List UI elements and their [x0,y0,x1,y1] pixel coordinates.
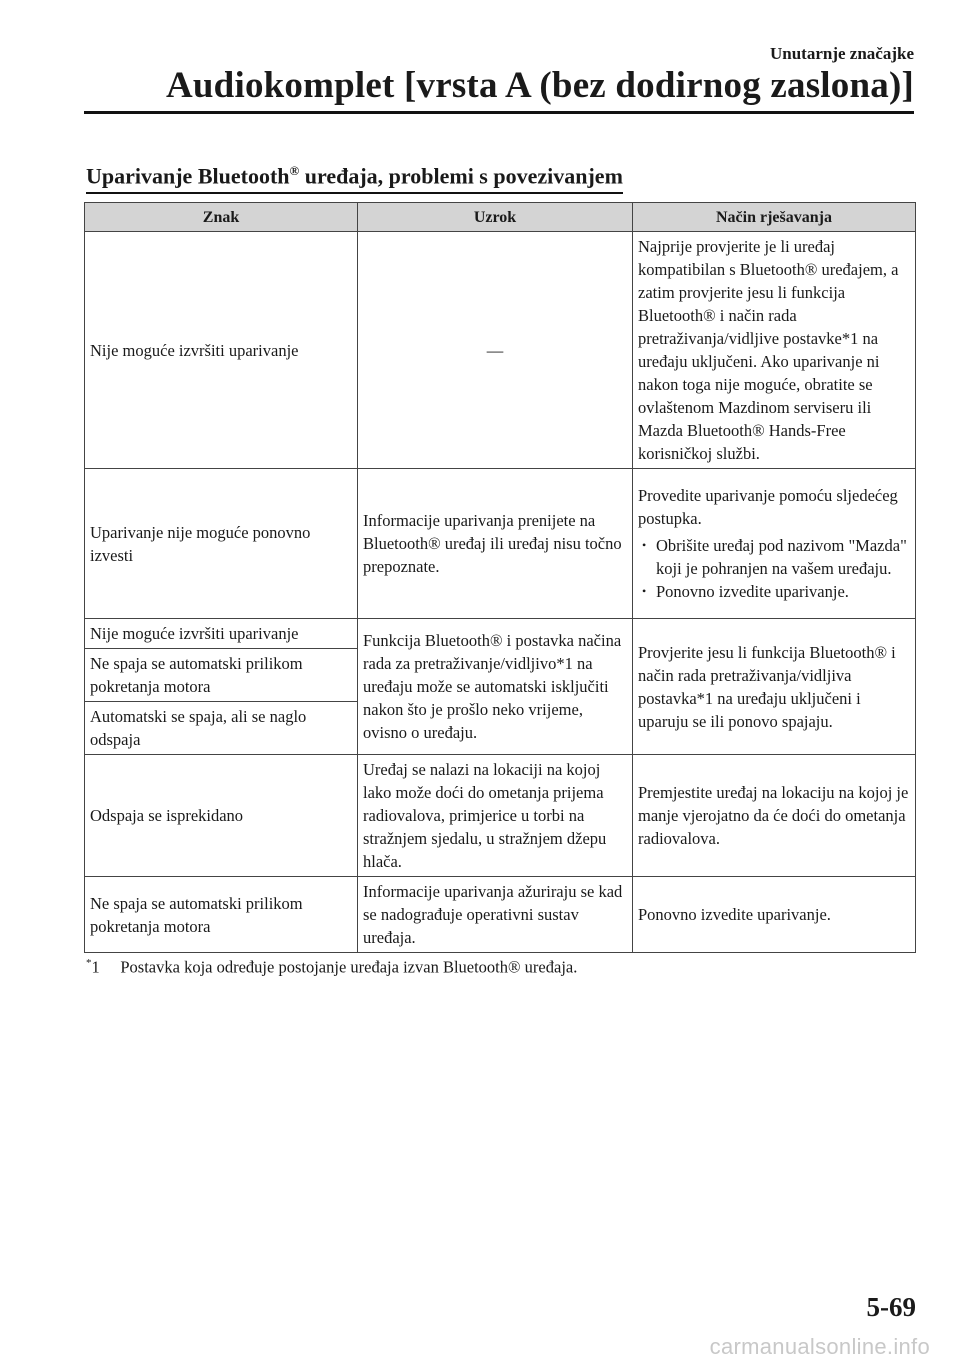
sign-cell: Uparivanje nije moguće ponovno izvesti [85,469,358,619]
section-title-text: Uparivanje Bluetooth [86,163,290,189]
registered-mark: ® [289,163,300,178]
solution-steps [638,534,910,603]
header-cause: Uzrok [358,203,633,232]
page-number: 5-69 [866,1292,916,1322]
cause-cell: Informacije uparivanja prenijete na Bluetooth® uređaj ili uređaj nisu točno prepoznate. [358,469,633,619]
list-item: • Ponovno izvedite uparivanje. [656,580,910,603]
table-row [85,469,916,619]
solution-intro: Provedite uparivanje pomoću sljedećeg postupka. [638,486,898,528]
table-row [85,755,916,877]
list-item: • Obrišite uređaj pod nazivom "Mazda" koji je pohranjen na vašem uređaju. [656,534,910,580]
footnote-text: Postavka koja određuje postojanje uređaja izvan Bluetooth® uređaja. [120,957,578,977]
troubleshooting-table [84,202,916,953]
cause-cell: Funkcija Bluetooth® i postavka načina rada za pretraživanje/vidljivo*1 na uređaju može se automatski isključiti nakon što je prošlo neko vrijeme, ovisno o uređaju. [358,619,633,755]
cause-cell: — [358,232,633,469]
sign-cell: Nije moguće izvršiti uparivanje [85,232,358,469]
header-sign: Znak [85,203,358,232]
solution-cell [633,469,916,619]
section-title [86,163,623,194]
table-row [85,877,916,953]
section-title-text-end: uređaja, problemi s povezivanjem [299,163,623,189]
watermark: carmanualsonline.info [709,1334,930,1359]
solution-cell: Ponovno izvedite uparivanje. [633,877,916,953]
sign-cell: Odspaja se isprekidano [85,755,358,877]
sign-cell: Ne spaja se automatski prilikom pokretanja motora [85,877,358,953]
page-title: Audiokomplet [vrsta A (bez dodirnog zaslona)] [165,65,914,106]
solution-cell: Premjestite uređaj na lokaciju na kojoj je manje vjerojatno da će doći do ometanja radiovalova. [633,755,916,877]
cause-cell: Uređaj se nalazi na lokaciji na kojoj lako može doći do ometanja prijema radiovalova, primjerice u torbi na stražnjem sjedalu, u stražnjem džepu hlača. [358,755,633,877]
footnote-mark: * [86,957,92,969]
footnote-number: 1 [91,957,100,977]
solution-cell: Provjerite jesu li funkcija Bluetooth® i način rada pretraživanja/vidljiva postavka*1 na uređaju uključeni i uparuju se ili ponovo spajaju. [633,619,916,755]
header-divider [84,111,914,114]
chapter-label: Unutarnje značajke [769,44,914,63]
sign-cell: Ne spaja se automatski prilikom pokretanja motora [85,649,358,702]
header-solution: Način rješavanja [633,203,916,232]
table-row [85,619,916,649]
solution-cell: Najprije provjerite je li uređaj kompatibilan s Bluetooth® uređajem, a zatim provjerite jesu li funkcija Bluetooth® i način rada pretraživanja/vidljive postavke*1 na uređaju uključeni. Ako uparivanje ni nakon toga nije moguće, obratite se ovlaštenom Mazdinom serviseru ili Mazda Bluetooth® Hands-Free korisničkoj službi. [633,232,916,469]
footnote [86,957,577,978]
table-row [85,232,916,469]
table-header-row [85,203,916,232]
sign-cell: Nije moguće izvršiti uparivanje [85,619,358,649]
cause-cell: Informacije uparivanja ažuriraju se kad se nadograđuje operativni sustav uređaja. [358,877,633,953]
sign-cell: Automatski se spaja, ali se naglo odspaja [85,702,358,755]
